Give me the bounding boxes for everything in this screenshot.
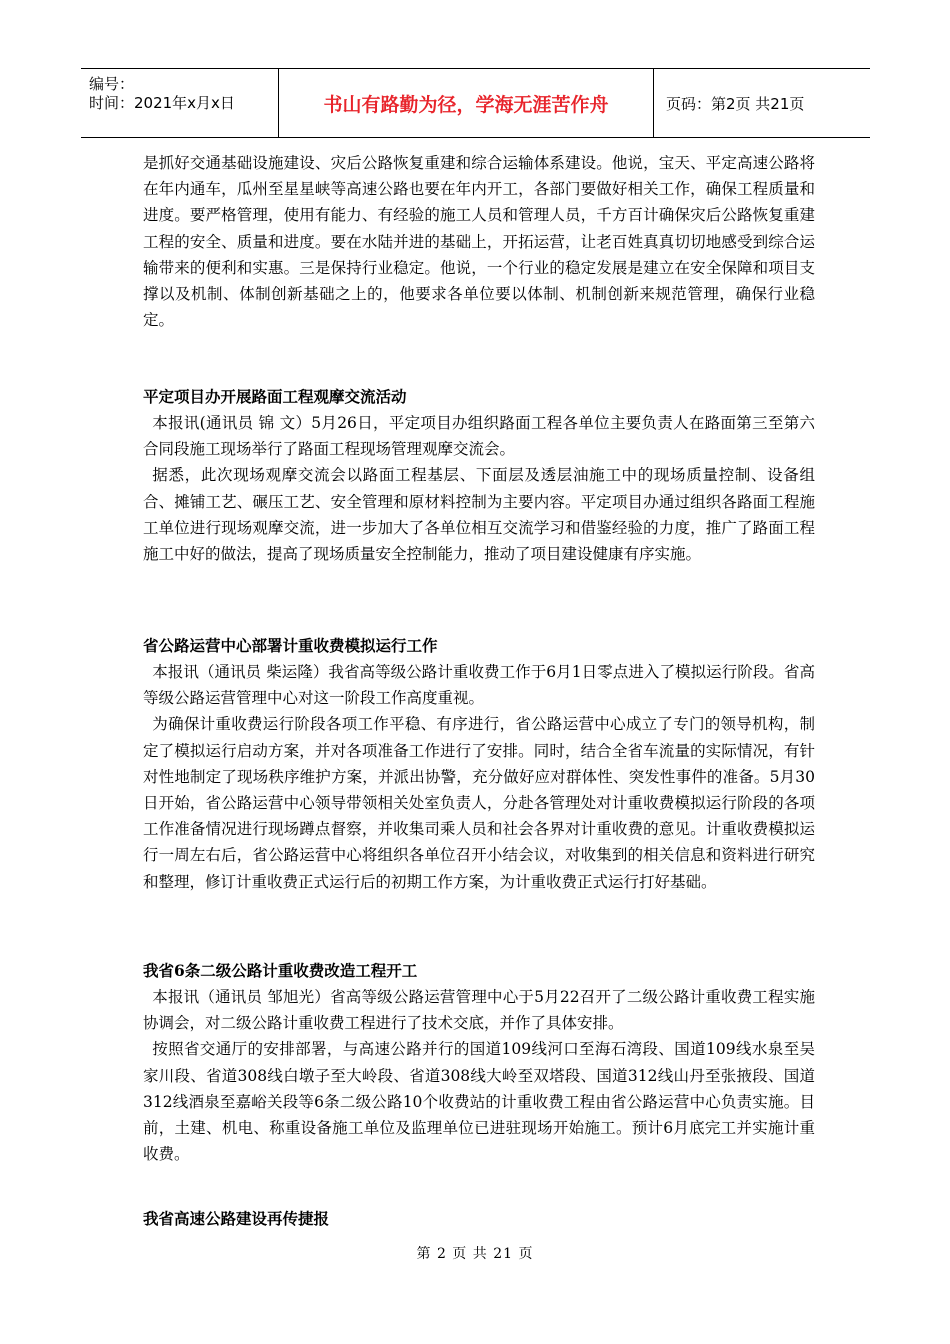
article-title: 我省6条二级公路计重收费改造工程开工 xyxy=(143,961,418,980)
intro-paragraph: 是抓好交通基础设施建设、灾后公路恢复重建和综合运输体系建设。他说，宝天、平定高速公路将在年内通车，瓜州至星星峡等高速公路也要在年内开工，各部门要做好相关工作，确保工程质量和进度。要严格管理，使用有能力、有经验的施工人员和管理人员，千方百计确保灾后公路恢复重建工程的安全、质量和进度。要在水陆并进的基础上，开拓运营，让老百姓真真切切地感受到综合运输带来的便利和实惠。三是保持行业稳定。他说，一个行业的稳定发展是建立在安全保障和项目支撑以及机制、体制创新基础之上的，他要求各单位要以体制、机制创新来规范管理，确保行业稳定。 xyxy=(143,154,815,330)
intro-section xyxy=(143,150,815,333)
article-3 xyxy=(143,958,815,1167)
article-title: 平定项目办开展路面工程观摩交流活动 xyxy=(143,387,407,406)
article-4 xyxy=(143,1206,815,1232)
date-label: 时间：2021年x月x日 xyxy=(89,94,235,112)
article-paragraph: 本报讯（通讯员 柴运隆）我省高等级公路计重收费工作于6月1日零点进入了模拟运行阶段。省高等级公路运营管理中心对这一阶段工作高度重视。 xyxy=(143,663,815,708)
article-paragraph: 按照省交通厅的安排部署，与高速公路并行的国道109线河口至海石湾段、国道109线水泉至吴家川段、省道308线白墩子至大岭段、省道308线大岭至双塔段、国道312线山丹至张掖段、国道312线酒泉至嘉峪关段等6条二级公路10个收费站的计重收费工程由省公路运营中心负责实施。目前，土建、机电、称重设备施工单位及监理单位已进驻现场开始施工。预计6月底完工并实施计重收费。 xyxy=(143,1040,815,1164)
article-paragraph: 为确保计重收费运行阶段各项工作平稳、有序进行，省公路运营中心成立了专门的领导机构，制定了模拟运行启动方案，并对各项准备工作进行了安排。同时，结合全省车流量的实际情况，有针对性地制定了现场秩序维护方案，并派出协警，充分做好应对群体性、突发性事件的准备。5月30日开始，省公路运营中心领导带领相关处室负责人，分赴各管理处对计重收费模拟运行阶段的各项工作准备情况进行现场蹲点督察，并收集司乘人员和社会各界对计重收费的意见。计重收费模拟运行一周左右后，省公路运营中心将组织各单位召开小结会议，对收集到的相关信息和资料进行研究和整理，修订计重收费正式运行后的初期工作方案，为计重收费正式运行打好基础。 xyxy=(143,715,815,891)
article-title: 我省高速公路建设再传捷报 xyxy=(143,1209,330,1228)
header-meta xyxy=(81,69,279,137)
document-header xyxy=(81,68,870,138)
header-page-label: 页码：第2页 共21页 xyxy=(666,94,805,113)
page-footer: 第 2 页 共 21 页 xyxy=(416,1246,534,1262)
article-paragraph: 本报讯（通讯员 邹旭光）省高等级公路运营管理中心于5月22召开了二级公路计重收费工程实施协调会，对二级公路计重收费工程进行了技术交底，并作了具体安排。 xyxy=(143,988,815,1033)
header-motto: 书山有路勤为径，学海无涯苦作舟 xyxy=(279,69,654,137)
article-title: 省公路运营中心部署计重收费模拟运行工作 xyxy=(143,636,438,655)
article-paragraph: 据悉，此次现场观摩交流会以路面工程基层、下面层及透层油施工中的现场质量控制、设备组合、摊铺工艺、碾压工艺、安全管理和原材料控制为主要内容。平定项目办通过组织各路面工程施工单位进行现场观摩交流，进一步加大了各单位相互交流学习和借鉴经验的力度，推广了路面工程施工中好的做法，提高了现场质量安全控制能力，推动了项目建设健康有序实施。 xyxy=(143,466,815,564)
number-label: 编号： xyxy=(89,75,135,93)
article-2 xyxy=(143,633,815,895)
article-1 xyxy=(143,384,815,567)
article-paragraph: 本报讯(通讯员 锦 文）5月26日，平定项目办组织路面工程各单位主要负责人在路面第三至第六合同段施工现场举行了路面工程现场管理观摩交流会。 xyxy=(143,414,815,459)
